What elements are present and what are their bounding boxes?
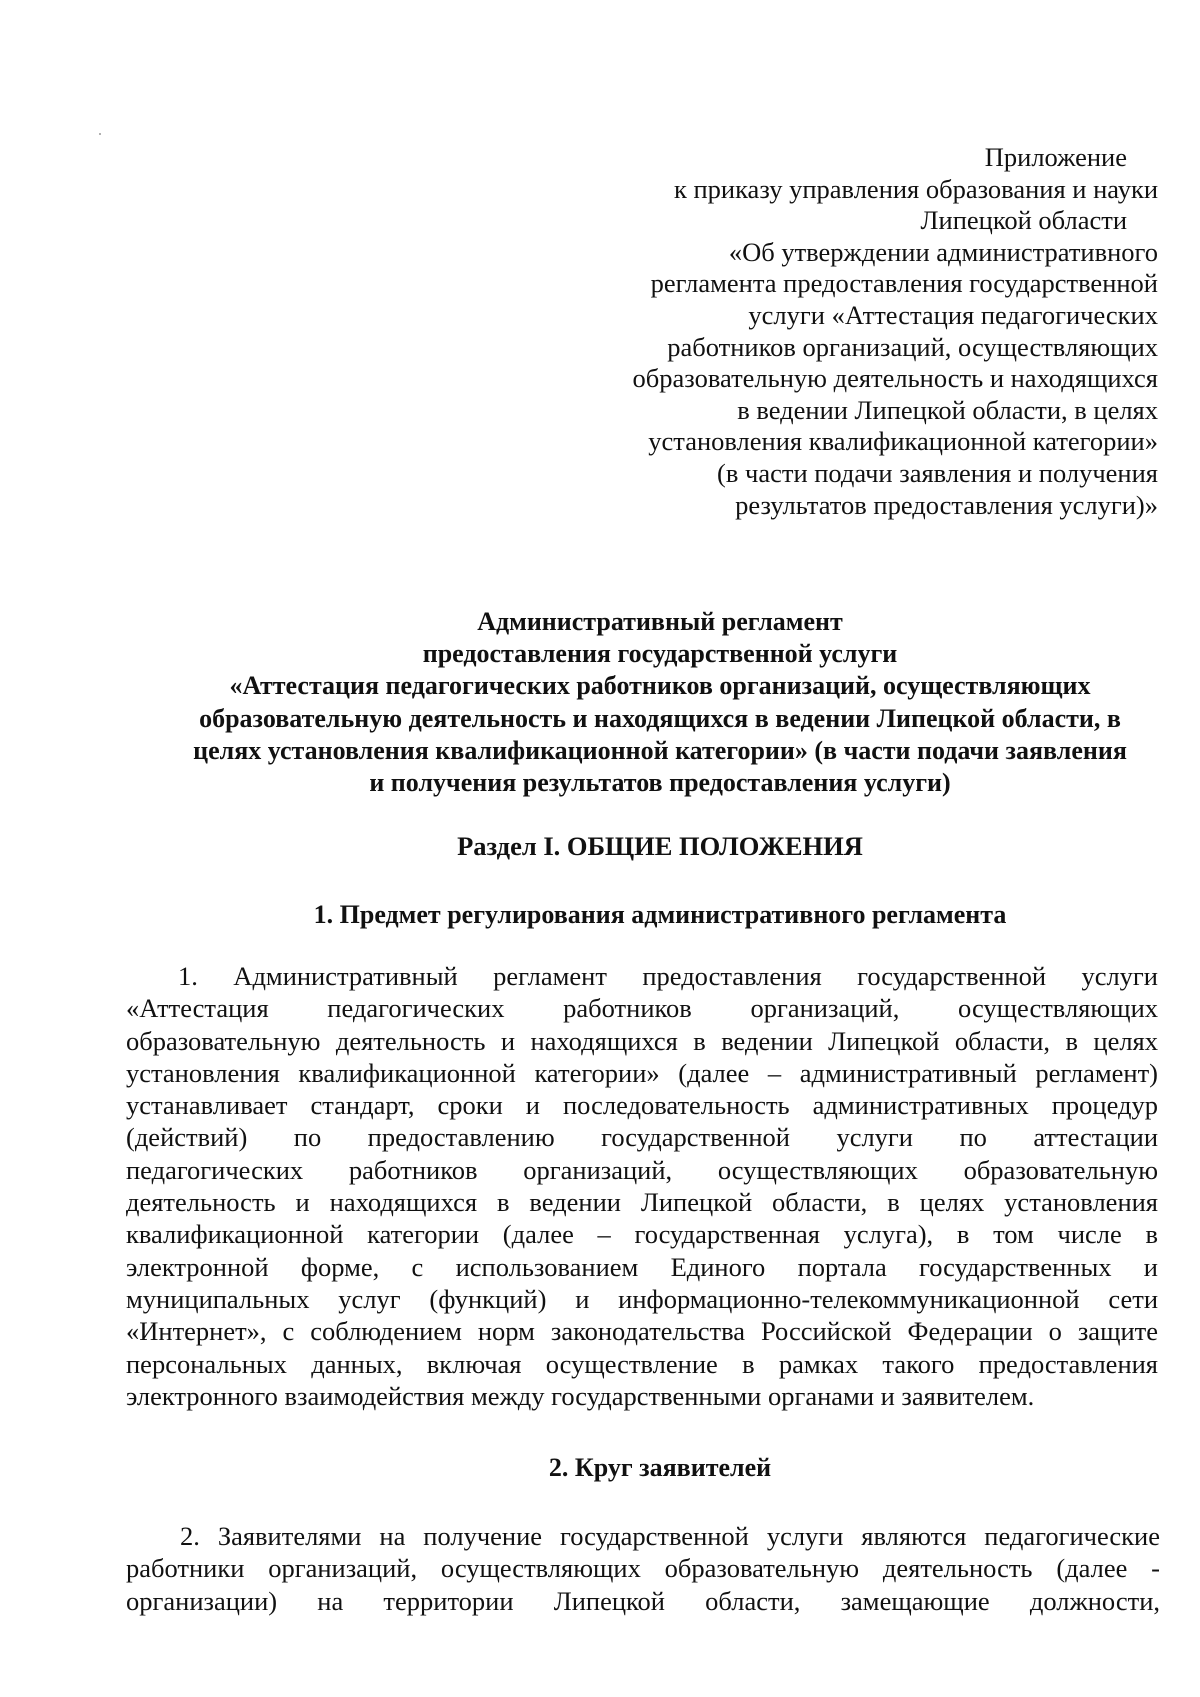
title-line: «Аттестация педагогических работников организаций, осуществляющих	[229, 671, 1091, 701]
paragraph-line: образовательную деятельность и находящихся в ведении Липецкой области, в целях	[126, 1025, 1158, 1056]
paragraph-line: педагогических работников организаций, осуществляющих образовательную	[126, 1154, 1158, 1185]
appendix-line: Приложение	[984, 142, 1127, 172]
appendix-line: Липецкой области	[920, 205, 1127, 236]
title-line: целях установления квалификационной категории» (в части подачи заявления	[193, 735, 1127, 765]
scan-speck	[99, 133, 101, 135]
appendix-line: услуги «Аттестация педагогических	[748, 299, 1158, 330]
paragraph-line: электронного взаимодействия между государственными органами и заявителем.	[126, 1380, 1035, 1411]
section-heading: Раздел I. ОБЩИЕ ПОЛОЖЕНИЯ	[457, 831, 863, 861]
title-line: образовательную деятельность и находящихся в ведении Липецкой области, в	[199, 703, 1121, 733]
appendix-line: работников организаций, осуществляющих	[667, 331, 1158, 362]
subsection-2-paragraph	[126, 1520, 1160, 1617]
paragraph-line: 1. Административный регламент предоставления государственной услуги	[178, 961, 1158, 991]
paragraph-line: 2. Заявителями на получение государственной услуги являются педагогические	[180, 1521, 1160, 1551]
paragraph-line: работники организаций, осуществляющих образовательную деятельность (далее -	[126, 1553, 1160, 1584]
appendix-block	[518, 142, 1158, 521]
title-line: Административный регламент	[477, 607, 843, 636]
appendix-line: «Об утверждении административного	[728, 236, 1158, 267]
paragraph-line: муниципальных услуг (функций) и информационно-телекоммуникационной сети	[126, 1283, 1158, 1314]
subsection-1-paragraph	[126, 960, 1158, 1412]
appendix-line: к приказу управления образования и науки	[673, 173, 1158, 204]
paragraph-line: (действий) по предоставлению государственной услуги по аттестации	[126, 1122, 1158, 1153]
title-line: и получения результатов предоставления услуги)	[369, 768, 951, 798]
paragraph-line: «Интернет», с соблюдением норм законодательства Российской Федерации о защите	[126, 1316, 1158, 1347]
appendix-line: установления квалификационной категории»	[648, 426, 1158, 457]
title-line: предоставления государственной услуги	[422, 639, 898, 669]
paragraph-line: электронной форме, с использованием Единого портала государственных и	[126, 1251, 1158, 1282]
document-title	[120, 606, 1200, 799]
paragraph-line: квалификационной категории (далее – государственная услуга), в том числе в	[126, 1219, 1158, 1250]
paragraph-line: деятельность и находящихся в ведении Липецкой области, в целях установления	[126, 1187, 1158, 1218]
appendix-line: образовательную деятельность и находящихся	[632, 363, 1158, 394]
appendix-line: регламента предоставления государственной	[650, 268, 1158, 299]
paragraph-line: установления квалификационной категории» (далее – административный регламент)	[126, 1057, 1158, 1088]
paragraph-line: организации) на территории Липецкой области, замещающие должности,	[126, 1585, 1160, 1616]
paragraph-line: персональных данных, включая осуществление в рамках такого предоставления	[126, 1348, 1158, 1379]
appendix-line: результатов предоставления услуги)»	[735, 489, 1158, 520]
paragraph-line: устанавливает стандарт, сроки и последовательность административных процедур	[126, 1090, 1158, 1121]
subsection-1-heading: 1. Предмет регулирования административного регламента	[313, 900, 1007, 929]
appendix-line: (в части подачи заявления и получения	[717, 457, 1158, 488]
subsection-2-heading: 2. Круг заявителей	[548, 1453, 772, 1482]
appendix-line: в ведении Липецкой области, в целях	[737, 394, 1158, 425]
paragraph-line: «Аттестация педагогических работников организаций, осуществляющих	[126, 993, 1158, 1024]
